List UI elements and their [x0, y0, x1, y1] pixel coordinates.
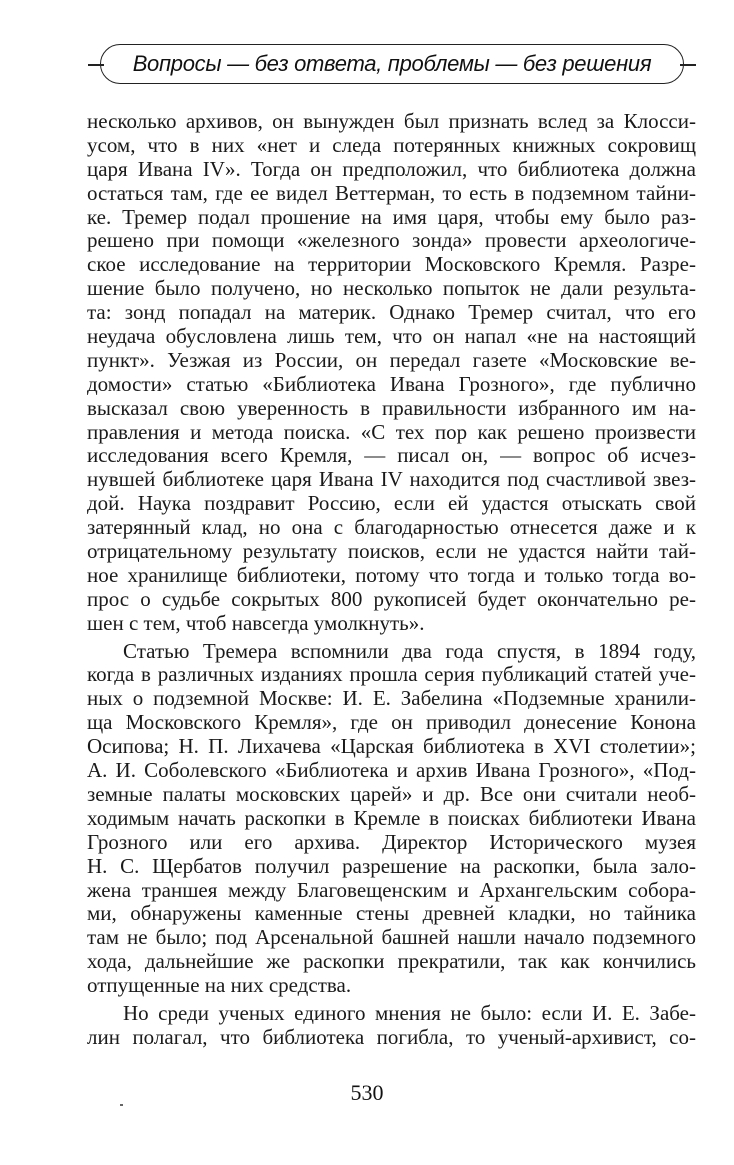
text-line: ща Московского Кремля», где он приводил донесение Конона [87, 710, 696, 735]
text-line: Грозного или его архива. Директор Исторического музея [87, 829, 696, 854]
paragraph [87, 110, 696, 636]
paragraph [87, 1002, 696, 1050]
text-line: хода, дальнейшие же раскопки прекратили, так как кончились [87, 949, 696, 974]
text-line: Н. С. Щербатов получил разрешение на раскопки, была зало- [87, 853, 696, 878]
text-line: неудача обусловлена лишь тем, что он напал «не на настоящий [87, 324, 696, 349]
text-line: решено при помощи «железного зонда» провести археологиче- [87, 228, 696, 253]
text-line: прос о судьбе сокрытых 800 рукописей будет окончательно ре- [87, 586, 696, 611]
header-frame [100, 44, 684, 84]
text-line: ское исследование на территории Московского Кремля. Разре- [87, 252, 696, 277]
text-line: пункт». Уезжая из России, он передал газете «Московские ве- [87, 347, 696, 372]
page-number: 530 [350, 1080, 384, 1105]
text-line: ных о подземной Москве: И. Е. Забелина «Подземные хранили- [87, 686, 696, 711]
text-line: та: зонд попадал на материк. Однако Тремер считал, что его [87, 300, 696, 325]
text-line: когда в различных изданиях прошла серия публикаций статей уче- [87, 662, 696, 687]
text-line: остаться там, где ее видел Веттерман, то есть в подземном тайни- [87, 180, 696, 205]
text-line: там не было; под Арсенальной башней нашли начало подземного [87, 925, 696, 950]
text-line: высказал свою уверенность в правильности избранного им на- [87, 395, 696, 420]
text-line: отпущенные на них средства. [87, 973, 352, 998]
page-body [87, 110, 696, 1050]
text-line: правления и метода поиска. «С тех пор как решено произвести [87, 419, 696, 444]
text-line: земные палаты московских царей» и др. Все они считали необ- [87, 781, 696, 806]
text-line: ное хранилище библиотеки, потому что тогда и только тогда во- [87, 562, 696, 587]
text-line: Осипова; Н. П. Лихачева «Царская библиотека в XVI столетии»; [87, 734, 696, 759]
scan-speck [120, 1104, 123, 1106]
running-title: Вопросы — без ответа, проблемы — без решения [132, 51, 652, 76]
text-line: домости» статью «Библиотека Ивана Грозного», где публично [87, 371, 696, 396]
text-line: царя Ивана IV». Тогда он предположил, что библиотека должна [87, 156, 696, 181]
text-line: Статью Тремера вспомнили два года спустя, в 1894 году, [123, 638, 696, 663]
text-line: затерянный клад, но она с благодарностью отнесется даже и к [87, 515, 696, 540]
text-line: ходимым начать раскопки в Кремле в поисках библиотеки Ивана [87, 805, 696, 830]
text-line: ке. Тремер подал прошение на имя царя, чтобы ему было раз- [87, 204, 696, 229]
text-line: лин полагал, что библиотека погибла, то ученый-архивист, со- [87, 1024, 696, 1049]
text-line: усом, что в них «нет и следа потерянных книжных сокровищ [87, 132, 696, 157]
text-line: А. И. Соболевского «Библиотека и архив Ивана Грозного», «Под- [87, 758, 696, 783]
running-header [88, 44, 696, 84]
text-line: несколько архивов, он вынужден был признать вслед за Клосси- [87, 109, 696, 133]
text-line: Но среди ученых единого мнения не было: если И. Е. Забе- [123, 1000, 696, 1025]
text-line: шение было получено, но несколько попыток не дали результа- [87, 276, 696, 301]
text-line: исследования всего Кремля, — писал он, — вопрос об исчез- [87, 443, 696, 468]
text-line: дой. Наука поздравит Россию, если ей удастся отыскать свой [87, 491, 696, 516]
text-line: жена траншея между Благовещенским и Архангельским собора- [87, 877, 696, 902]
paragraph [87, 640, 696, 998]
text-line: шен с тем, чтоб навсегда умолкнуть». [87, 610, 425, 635]
text-line: отрицательному результату поисков, если не удастся найти тай- [87, 539, 696, 564]
text-line: нувшей библиотеке царя Ивана IV находится под счастливой звез- [87, 467, 696, 492]
text-line: ми, обнаружены каменные стены древней кладки, но тайника [87, 901, 696, 926]
